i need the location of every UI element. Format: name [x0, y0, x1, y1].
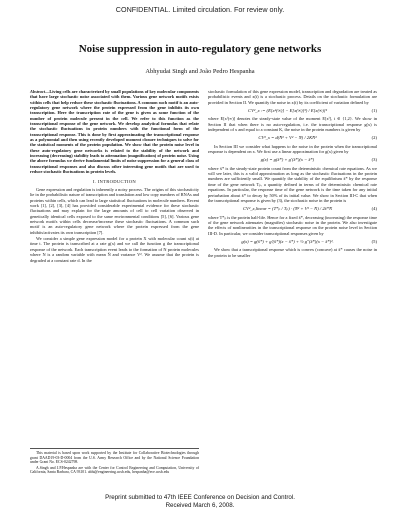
section-heading-introduction: I. INTRODUCTION [92, 178, 137, 184]
right-paragraph-6: We show that a transcriptional response which is convex (concave) at x̄* causes the noise in the protein to be smaller [208, 247, 377, 258]
abstract-lead: Abstract [30, 89, 45, 94]
equation-5 [208, 239, 377, 244]
equation-4-number: (4) [371, 206, 377, 212]
preprint-line-1: Preprint submitted to 47th IEEE Conference on Decision and Control. [105, 494, 295, 501]
footnote [30, 448, 199, 476]
preprint-footer [0, 494, 400, 510]
equation-4-body: CV²_x,linear = (T*ₚ / Tₚ) · (N̄² + V² − N̄) / 2x̄*N̄ [242, 206, 333, 212]
right-paragraph-3: In Section III we consider what happens to the noise in the protein when the transcriptional response is dependent on x. We first use a linear approximation for g(x) given by [208, 143, 377, 155]
right-column [208, 89, 377, 259]
equation-1 [208, 108, 377, 113]
authors: Abhyudai Singh and João Pedro Hespanha [145, 68, 255, 75]
equation-1-body: CV²_x := (E[x²(∞)] − E[x(∞)]²) / E[x(∞)]² [248, 108, 327, 114]
right-paragraph-4: where x̄* is the steady-state protein count from the deterministic chemical rate equations. As we will see later, this is a valid approximation as long as the stochastic fluctuations in the protein numbers are sufficiently small. We quantify the stability of the equilibrium x̄* by the response time of the gene network Tₚ, a quantity defined in terms of the deterministic chemical rate equations. In particular, the response time of the gene network is the time taken for any initial perturbation about x̄* to decay by 50% of its initial value. We show in Section III-C that when the transcriptional response is given by (3), the stochastic noise in the protein is [208, 165, 377, 203]
abstract-text: —Living cells are characterized by small populations of key molecular components that have large stochastic noise associated with them. Various gene network motifs exists within cells that help reduce these stochastic fluctuations. A common such motif is an auto-regulatory gene network where the protein expressed from the gene inhibits its own transcription. Here the transcription rate of the gene is given as some function of the number of protein molecule present in the cell. We refer to this function as the transcriptional response of the gene network. We develop analytical formulas that relate the stochastic fluctuations in protein numbers with the functional form of the transcriptional response. This is done by first approximating the transcriptional response as a polynomial and then using recently developed moment closure techniques to solve for the statistical moments of the protein population. We show that the protein noise level in these auto-regulatory gene networks is related to the stability of the network and increasing (decreasing) stability leads to attenuation (magnification) of protein noise. Using the above formulas we derive fundamental limits of noise suppression for a general class of transcriptional responses and also discuss other interesting gene motifs that are used to reduce stochastic fluctuations in protein levels. [30, 89, 199, 175]
equation-5-number: (5) [371, 238, 377, 244]
footnote-affiliation: A.Singh and J.P.Hespanha are with the Center for Control Engineering and Computation, University of California, Santa Barbara, CA 93101. abhi@engineering.ucsb.edu, hespanha@ece.ucsb.edu [30, 465, 199, 475]
equation-5-body: g(x) = g(x̄*) + g′(x̄*)(x − x̄*) + ½ g″(x̄*)(x − x̄*)². [241, 238, 334, 244]
equation-2-body: CV²_x = d(N̄² + V² − N̄) / 2KN̄² [258, 135, 317, 141]
intro-paragraph-2: We consider a simple gene expression model for a protein X with molecular count x(t) at time t. The protein is transcribed at a rate g(x) and we call the function g the transcriptional response of the network. Each transcription event leads to the formation of N protein molecules where N is a random variable with mean N̄ and variance V². We assume that the protein is degraded at a constant rate d. In the [30, 236, 199, 263]
right-paragraph-5: where T*ₚ is the protein half-life. Hence for a fixed x̄*, decreasing (increasing) the response time of the gene network attenuates (magnifies) stochastic noise in the protein. We also investigate the effects of nonlinearities in the transcriptional response on the protein noise level in Section III-D. In particular, we consider transcriptional responses given by [208, 214, 377, 236]
equation-3-number: (3) [371, 157, 377, 163]
equation-3 [208, 157, 377, 162]
paper-title: Noise suppression in auto-regulatory gene networks [78, 43, 322, 55]
right-paragraph-1: stochastic formulation of this gene expression model, transcription and degradation are treated as probabilistic events and x(t) is a stochastic process. Details on the stochastic formulation are provided in Section II. We quantify the noise in x(t) by its coefficient of variation defined by [208, 89, 377, 105]
confidential-header: CONFIDENTIAL. Limited circulation. For review only. [115, 5, 285, 14]
equation-3-body: g(x) = g(x̄*) + g′(x̄*)(x − x̄*) [260, 157, 315, 163]
left-column [30, 89, 199, 264]
footnote-funding: This material is based upon work supported by the Institute for Collaborative Biotechnologies through grant DAAD19-03-D-0004 from the U.S. Army Research Office and by the National Science Foundation under Grant No. ECS-0242798. [30, 451, 199, 465]
equation-2 [208, 135, 377, 140]
equation-4 [208, 206, 377, 211]
preprint-line-2: Received March 6, 2008. [165, 502, 235, 509]
right-paragraph-2: where E[xⁱ(∞)] denotes the steady-state value of the moment E[xⁱ], i ∈ {1,2}. We show in Section II that when there is no auto-regulation, i.e. the transcriptional response g(x) is independent of x and equal to a constant K, the noise in the protein numbers is given by [208, 116, 377, 133]
abstract [30, 89, 199, 175]
equation-1-number: (1) [371, 108, 377, 114]
equation-2-number: (2) [371, 135, 377, 141]
intro-paragraph-1: Gene expression and regulation is inherently a noisy process. The origins of this stochasticity lie in the probabilistic nature of transcription and translation and low copy numbers of RNAs and proteins within cells, which can lead to large statistical fluctuations in molecule numbers. Recent work [1], [2], [3], [4] has provided considerable experimental evidence for these stochastic fluctuations and may explain for the large amounts of cell to cell variation observed in genetically identical cells exposed to the same environmental conditions [5], [6]. Various gene network motifs within cells decrease/increase these stochastic fluctuations. A common such motif is an auto-regulatory gene network where the protein expressed from the gene inhibits/activates its own transcription [7]. [30, 186, 200, 235]
